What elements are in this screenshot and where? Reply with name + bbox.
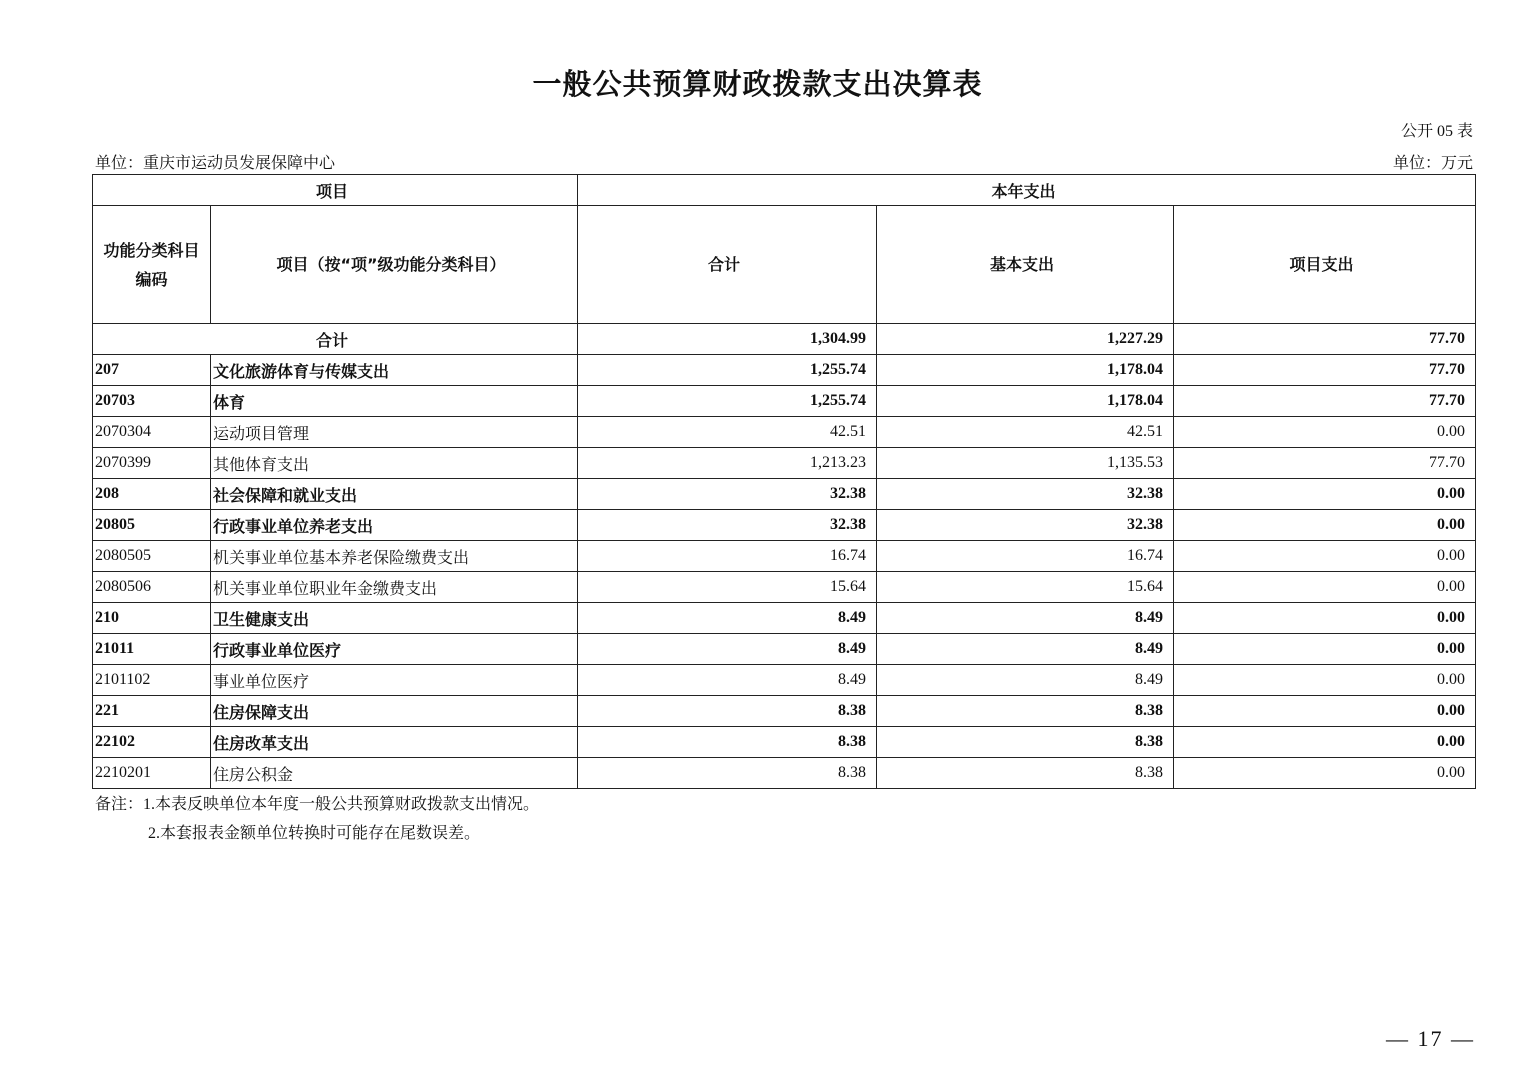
total-basic: 1,227.29 — [877, 324, 1174, 355]
row-total: 8.38 — [578, 727, 877, 758]
header-name: 项目（按“项”级功能分类科目） — [211, 206, 578, 324]
row-basic: 42.51 — [877, 417, 1174, 448]
row-name: 行政事业单位养老支出 — [211, 510, 578, 541]
table-number: 公开 05 表 — [1400, 123, 1473, 140]
row-total: 8.49 — [578, 665, 877, 696]
row-code: 210 — [93, 603, 211, 634]
row-basic: 1,178.04 — [877, 355, 1174, 386]
table-row — [93, 727, 1476, 758]
row-code: 208 — [93, 479, 211, 510]
row-code: 2210201 — [93, 758, 211, 789]
row-name: 社会保障和就业支出 — [211, 479, 578, 510]
table-row — [93, 572, 1476, 603]
table-row — [93, 634, 1476, 665]
row-code: 2101102 — [93, 665, 211, 696]
row-total: 1,255.74 — [578, 355, 877, 386]
header-item: 项目 — [93, 175, 578, 206]
row-total: 15.64 — [578, 572, 877, 603]
row-name: 文化旅游体育与传媒支出 — [211, 355, 578, 386]
row-name: 体育 — [211, 386, 578, 417]
row-project: 0.00 — [1174, 758, 1476, 789]
row-project: 0.00 — [1174, 417, 1476, 448]
row-basic: 8.38 — [877, 696, 1174, 727]
row-code: 22102 — [93, 727, 211, 758]
row-total: 1,213.23 — [578, 448, 877, 479]
row-code: 2080505 — [93, 541, 211, 572]
row-total: 16.74 — [578, 541, 877, 572]
table-row — [93, 448, 1476, 479]
page-title: 一般公共预算财政拨款支出决算表 — [532, 67, 983, 101]
table-row — [93, 510, 1476, 541]
row-project: 77.70 — [1174, 355, 1476, 386]
row-name: 卫生健康支出 — [211, 603, 578, 634]
row-name: 住房改革支出 — [211, 727, 578, 758]
row-total: 1,255.74 — [578, 386, 877, 417]
row-total: 8.38 — [578, 758, 877, 789]
row-project: 77.70 — [1174, 448, 1476, 479]
row-project: 0.00 — [1174, 479, 1476, 510]
expenditure-table — [92, 174, 1476, 789]
row-total: 42.51 — [578, 417, 877, 448]
row-project: 0.00 — [1174, 727, 1476, 758]
row-code: 207 — [93, 355, 211, 386]
total-project: 77.70 — [1174, 324, 1476, 355]
table-row — [93, 696, 1476, 727]
table-row — [93, 386, 1476, 417]
row-name: 机关事业单位基本养老保险缴费支出 — [211, 541, 578, 572]
table-row — [93, 355, 1476, 386]
row-total: 8.49 — [578, 634, 877, 665]
total-sum: 1,304.99 — [578, 324, 877, 355]
header-row-2 — [93, 206, 1476, 324]
page-number: — 17 — — [1386, 1026, 1475, 1051]
row-name: 住房保障支出 — [211, 696, 578, 727]
notes — [95, 790, 539, 848]
row-project: 0.00 — [1174, 603, 1476, 634]
header-row-1 — [93, 175, 1476, 206]
row-basic: 1,178.04 — [877, 386, 1174, 417]
table-row — [93, 603, 1476, 634]
row-code: 2070399 — [93, 448, 211, 479]
row-total: 8.49 — [578, 603, 877, 634]
row-total: 32.38 — [578, 479, 877, 510]
row-basic: 8.49 — [877, 634, 1174, 665]
row-basic: 8.38 — [877, 758, 1174, 789]
row-project: 0.00 — [1174, 696, 1476, 727]
table-row — [93, 541, 1476, 572]
note-1: 备注：1.本表反映单位本年度一般公共预算财政拨款支出情况。 — [95, 796, 540, 813]
row-name: 住房公积金 — [211, 758, 578, 789]
row-name: 运动项目管理 — [211, 417, 578, 448]
row-total: 32.38 — [578, 510, 877, 541]
row-basic: 15.64 — [877, 572, 1174, 603]
row-code: 221 — [93, 696, 211, 727]
row-basic: 32.38 — [877, 510, 1174, 541]
row-name: 事业单位医疗 — [211, 665, 578, 696]
row-project: 0.00 — [1174, 572, 1476, 603]
row-project: 0.00 — [1174, 665, 1476, 696]
table-row — [93, 479, 1476, 510]
total-row — [93, 324, 1476, 355]
row-basic: 8.49 — [877, 665, 1174, 696]
header-current-year: 本年支出 — [578, 175, 1476, 206]
header-basic: 基本支出 — [877, 206, 1174, 324]
row-project: 0.00 — [1174, 510, 1476, 541]
table-row — [93, 665, 1476, 696]
header-project: 项目支出 — [1174, 206, 1476, 324]
reporting-unit: 单位：重庆市运动员发展保障中心 — [95, 155, 336, 172]
row-project: 77.70 — [1174, 386, 1476, 417]
table-row — [93, 758, 1476, 789]
row-basic: 16.74 — [877, 541, 1174, 572]
row-name: 其他体育支出 — [211, 448, 578, 479]
note-2: 2.本套报表金额单位转换时可能存在尾数误差。 — [148, 825, 481, 842]
row-project: 0.00 — [1174, 541, 1476, 572]
table-row — [93, 417, 1476, 448]
row-project: 0.00 — [1174, 634, 1476, 665]
row-code: 21011 — [93, 634, 211, 665]
row-code: 2080506 — [93, 572, 211, 603]
row-code: 20703 — [93, 386, 211, 417]
row-name: 机关事业单位职业年金缴费支出 — [211, 572, 578, 603]
row-basic: 32.38 — [877, 479, 1174, 510]
row-basic: 8.49 — [877, 603, 1174, 634]
total-label: 合计 — [93, 324, 578, 355]
row-code: 20805 — [93, 510, 211, 541]
header-code: 功能分类科目编码 — [93, 206, 211, 324]
row-basic: 8.38 — [877, 727, 1174, 758]
row-basic: 1,135.53 — [877, 448, 1174, 479]
row-name: 行政事业单位医疗 — [211, 634, 578, 665]
row-total: 8.38 — [578, 696, 877, 727]
header-total: 合计 — [578, 206, 877, 324]
row-code: 2070304 — [93, 417, 211, 448]
currency-unit: 单位：万元 — [1392, 155, 1473, 172]
